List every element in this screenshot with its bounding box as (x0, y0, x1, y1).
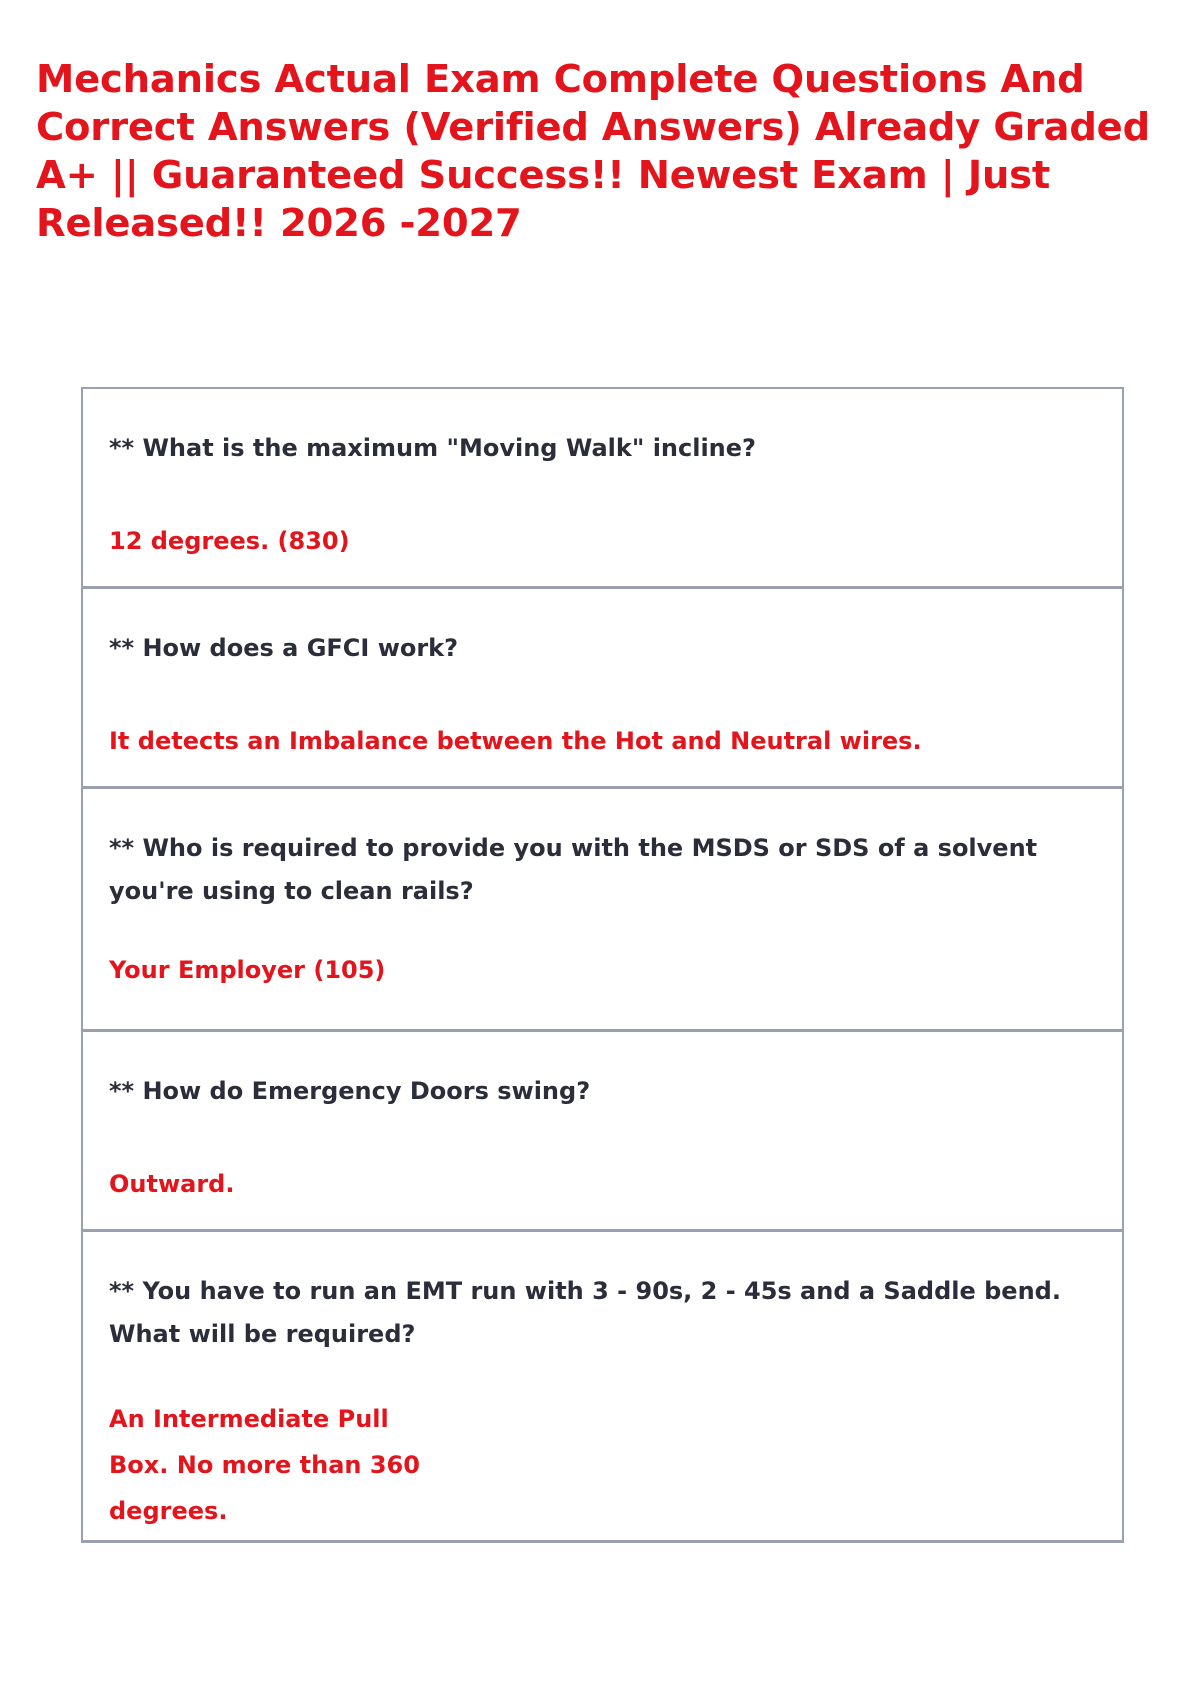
qa-item (83, 1232, 1122, 1543)
answer-text: Outward. (109, 1170, 235, 1198)
answer-text: Your Employer (105) (109, 956, 386, 984)
question-text: ** How does a GFCI work? (109, 634, 459, 662)
qa-item (83, 389, 1122, 589)
question-text: ** What is the maximum "Moving Walk" incline? (109, 434, 756, 462)
qa-item (83, 789, 1122, 1032)
qa-item (83, 589, 1122, 789)
document-title: Mechanics Actual Exam Complete Questions And Correct Answers (Verified Answers) Already Graded A+ || Guaranteed Success!! Newest Exam | Just Released!! 2026 -2027 (36, 57, 1150, 246)
qa-table (81, 387, 1124, 1543)
qa-item (83, 1032, 1122, 1232)
answer-text: 12 degrees. (830) (109, 527, 350, 555)
question-text: ** Who is required to provide you with the MSDS or SDS of a solvent you're using to clean rails? (109, 834, 1046, 905)
question-text: ** How do Emergency Doors swing? (109, 1077, 591, 1105)
answer-text: It detects an Imbalance between the Hot and Neutral wires. (109, 727, 922, 755)
question-text: ** You have to run an EMT run with 3 - 90s, 2 - 45s and a Saddle bend. What will be required? (109, 1277, 1070, 1348)
answer-text: An Intermediate Pull Box. No more than 360 degrees. (109, 1405, 420, 1525)
